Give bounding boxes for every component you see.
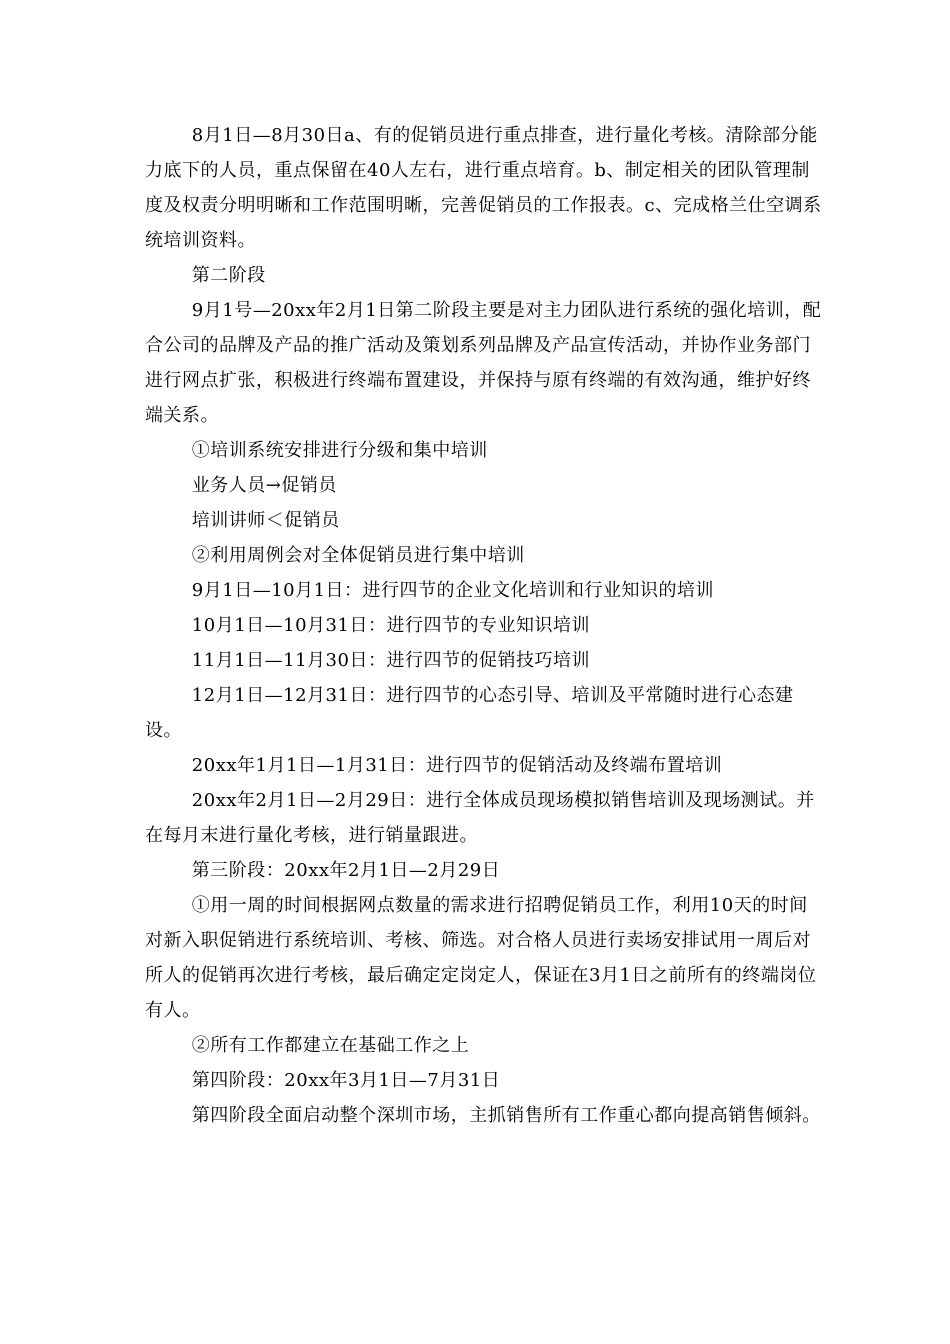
paragraph-stage2-summary: 9月1号—20xx年2月1日第二阶段主要是对主力团队进行系统的强化培训，配合公司的品牌及产品的推广活动及策划系列品牌及产品宣传活动，并协作业务部门进行网点扩张，积极进行终端布置建设，并保持与原有终端的有效沟通，维护好终端关系。 <box>145 300 822 426</box>
paragraph-business-staff: 业务人员→促销员 <box>191 475 337 496</box>
paragraph-stage3-recruiting: ①用一周的时间根据网点数量的需求进行招聘促销员工作，利用10天的时间对新入职促销进行系统培训、考核、筛选。对合格人员进行卖场安排试用一周后对所人的促销再次进行考核，最后确定定岗定人，保证在3月1日之前所有的终端岗位有人。 <box>145 895 817 1021</box>
paragraph-training-arrangement: ①培训系统安排进行分级和集中培训 <box>191 440 488 461</box>
paragraph-stage3-foundation: ②所有工作都建立在基础工作之上 <box>191 1035 470 1056</box>
paragraph-stage3-heading: 第三阶段：20xx年2月1日—2月29日 <box>191 860 501 881</box>
paragraph-stage2-heading: 第二阶段 <box>191 265 266 286</box>
paragraph-stage4-heading: 第四阶段：20xx年3月1日—7月31日 <box>191 1070 501 1091</box>
paragraph-jan-training: 20xx年1月1日—1月31日：进行四节的促销活动及终端布置培训 <box>191 755 723 776</box>
paragraph-nov-training: 11月1日—11月30日：进行四节的促销技巧培训 <box>191 650 590 671</box>
paragraph-stage1-details: 8月1日—8月30日a、有的促销员进行重点排查，进行量化考核。清除部分能力底下的人员，重点保留在40人左右，进行重点培育。b、制定相关的团队管理制度及权责分明明晰和工作范围明晰，完善促销员的工作报表。c、完成格兰仕空调系统培训资料。 <box>145 125 822 251</box>
paragraph-stage4-summary: 第四阶段全面启动整个深圳市场，主抓销售所有工作重心都向提高销售倾斜。 <box>191 1105 821 1126</box>
paragraph-feb-training: 20xx年2月1日—2月29日：进行全体成员现场模拟销售培训及现场测试。并在每月末进行量化考核，进行销量跟进。 <box>145 790 815 846</box>
paragraph-weekly-meeting: ②利用周例会对全体促销员进行集中培训 <box>191 545 525 566</box>
paragraph-trainer: 培训讲师＜促销员 <box>191 510 340 531</box>
document-body <box>145 118 825 1133</box>
paragraph-sept-training: 9月1日—10月1日：进行四节的企业文化培训和行业知识的培训 <box>191 580 715 601</box>
paragraph-oct-training: 10月1日—10月31日：进行四节的专业知识培训 <box>191 615 590 636</box>
paragraph-dec-training: 12月1日—12月31日：进行四节的心态引导、培训及平常随时进行心态建设。 <box>145 685 794 741</box>
